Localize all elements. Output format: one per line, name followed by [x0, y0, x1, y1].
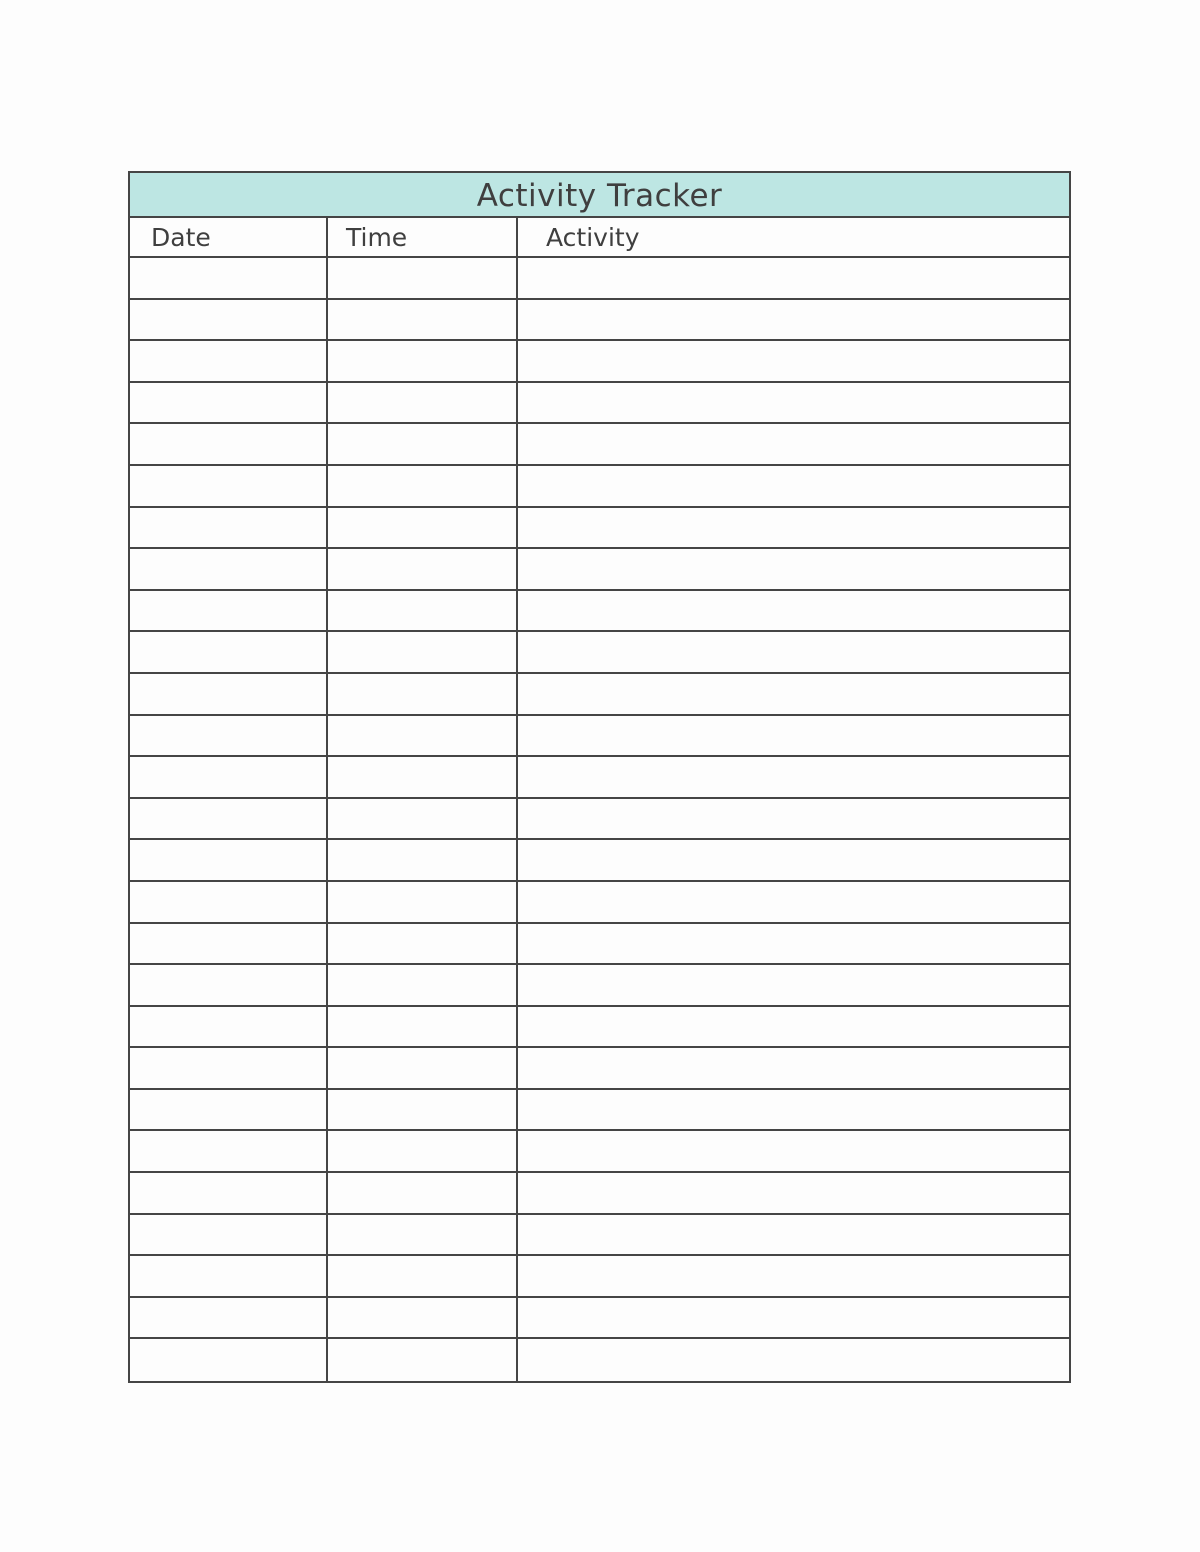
column-header-row — [130, 218, 1069, 258]
date-cell[interactable] — [130, 508, 328, 548]
time-cell[interactable] — [328, 1048, 518, 1088]
activity-header-label: Activity — [546, 222, 640, 252]
table-row — [130, 1339, 1069, 1381]
table-row — [130, 549, 1069, 591]
table-row — [130, 466, 1069, 508]
activity-cell[interactable] — [518, 924, 1069, 964]
date-cell[interactable] — [130, 258, 328, 298]
time-cell[interactable] — [328, 341, 518, 381]
time-cell[interactable] — [328, 1090, 518, 1130]
activity-cell[interactable] — [518, 1256, 1069, 1296]
time-cell[interactable] — [328, 1173, 518, 1213]
table-row — [130, 1215, 1069, 1257]
table-row — [130, 882, 1069, 924]
date-cell[interactable] — [130, 1131, 328, 1171]
date-cell[interactable] — [130, 1048, 328, 1088]
time-cell[interactable] — [328, 840, 518, 880]
time-cell[interactable] — [328, 1007, 518, 1047]
table-row — [130, 1298, 1069, 1340]
table-row — [130, 632, 1069, 674]
date-cell[interactable] — [130, 632, 328, 672]
activity-tracker-table — [128, 171, 1071, 1383]
time-cell[interactable] — [328, 674, 518, 714]
activity-cell[interactable] — [518, 799, 1069, 839]
time-cell[interactable] — [328, 591, 518, 631]
activity-cell[interactable] — [518, 424, 1069, 464]
date-cell[interactable] — [130, 716, 328, 756]
activity-cell[interactable] — [518, 1007, 1069, 1047]
date-cell[interactable] — [130, 1090, 328, 1130]
time-cell[interactable] — [328, 1256, 518, 1296]
table-row — [130, 1090, 1069, 1132]
activity-cell[interactable] — [518, 383, 1069, 423]
table-row — [130, 508, 1069, 550]
activity-cell[interactable] — [518, 258, 1069, 298]
time-cell[interactable] — [328, 508, 518, 548]
activity-column-header — [518, 218, 1069, 256]
title-bar — [130, 173, 1069, 218]
time-cell[interactable] — [328, 1215, 518, 1255]
date-cell[interactable] — [130, 300, 328, 340]
date-cell[interactable] — [130, 591, 328, 631]
table-row — [130, 924, 1069, 966]
time-cell[interactable] — [328, 1298, 518, 1338]
date-cell[interactable] — [130, 757, 328, 797]
time-cell[interactable] — [328, 632, 518, 672]
date-cell[interactable] — [130, 1256, 328, 1296]
activity-cell[interactable] — [518, 466, 1069, 506]
date-cell[interactable] — [130, 383, 328, 423]
activity-cell[interactable] — [518, 300, 1069, 340]
table-row — [130, 716, 1069, 758]
date-cell[interactable] — [130, 466, 328, 506]
activity-cell[interactable] — [518, 965, 1069, 1005]
date-cell[interactable] — [130, 840, 328, 880]
date-cell[interactable] — [130, 341, 328, 381]
activity-cell[interactable] — [518, 1298, 1069, 1338]
time-header-label: Time — [346, 222, 408, 252]
time-cell[interactable] — [328, 300, 518, 340]
activity-cell[interactable] — [518, 549, 1069, 589]
time-column-header — [328, 218, 518, 256]
table-row — [130, 258, 1069, 300]
date-cell[interactable] — [130, 799, 328, 839]
time-cell[interactable] — [328, 757, 518, 797]
date-column-header — [130, 218, 328, 256]
activity-cell[interactable] — [518, 632, 1069, 672]
activity-cell[interactable] — [518, 591, 1069, 631]
table-row — [130, 840, 1069, 882]
date-cell[interactable] — [130, 674, 328, 714]
date-cell[interactable] — [130, 924, 328, 964]
table-body — [130, 258, 1069, 1381]
table-row — [130, 1173, 1069, 1215]
date-cell[interactable] — [130, 965, 328, 1005]
date-cell[interactable] — [130, 1298, 328, 1338]
activity-cell[interactable] — [518, 757, 1069, 797]
time-cell[interactable] — [328, 965, 518, 1005]
activity-cell[interactable] — [518, 840, 1069, 880]
time-cell[interactable] — [328, 383, 518, 423]
table-row — [130, 1007, 1069, 1049]
page-title: Activity Tracker — [476, 177, 723, 214]
activity-cell[interactable] — [518, 1131, 1069, 1171]
date-cell[interactable] — [130, 549, 328, 589]
time-cell[interactable] — [328, 549, 518, 589]
time-cell[interactable] — [328, 1339, 518, 1381]
activity-cell[interactable] — [518, 716, 1069, 756]
time-cell[interactable] — [328, 258, 518, 298]
time-cell[interactable] — [328, 424, 518, 464]
date-cell[interactable] — [130, 882, 328, 922]
date-cell[interactable] — [130, 1339, 328, 1381]
time-cell[interactable] — [328, 924, 518, 964]
activity-cell[interactable] — [518, 674, 1069, 714]
time-cell[interactable] — [328, 1131, 518, 1171]
activity-cell[interactable] — [518, 341, 1069, 381]
activity-cell[interactable] — [518, 508, 1069, 548]
activity-cell[interactable] — [518, 1048, 1069, 1088]
table-row — [130, 674, 1069, 716]
date-cell[interactable] — [130, 1215, 328, 1255]
table-row — [130, 1131, 1069, 1173]
date-cell[interactable] — [130, 1007, 328, 1047]
time-cell[interactable] — [328, 716, 518, 756]
table-row — [130, 757, 1069, 799]
table-row — [130, 1048, 1069, 1090]
table-row — [130, 799, 1069, 841]
activity-cell[interactable] — [518, 1215, 1069, 1255]
time-cell[interactable] — [328, 466, 518, 506]
date-cell[interactable] — [130, 424, 328, 464]
table-row — [130, 1256, 1069, 1298]
activity-cell[interactable] — [518, 882, 1069, 922]
table-row — [130, 591, 1069, 633]
activity-cell[interactable] — [518, 1339, 1069, 1381]
table-row — [130, 424, 1069, 466]
activity-cell[interactable] — [518, 1090, 1069, 1130]
time-cell[interactable] — [328, 799, 518, 839]
time-cell[interactable] — [328, 882, 518, 922]
activity-cell[interactable] — [518, 1173, 1069, 1213]
date-cell[interactable] — [130, 1173, 328, 1213]
date-header-label: Date — [151, 222, 211, 252]
table-row — [130, 341, 1069, 383]
table-row — [130, 300, 1069, 342]
table-row — [130, 965, 1069, 1007]
table-row — [130, 383, 1069, 425]
